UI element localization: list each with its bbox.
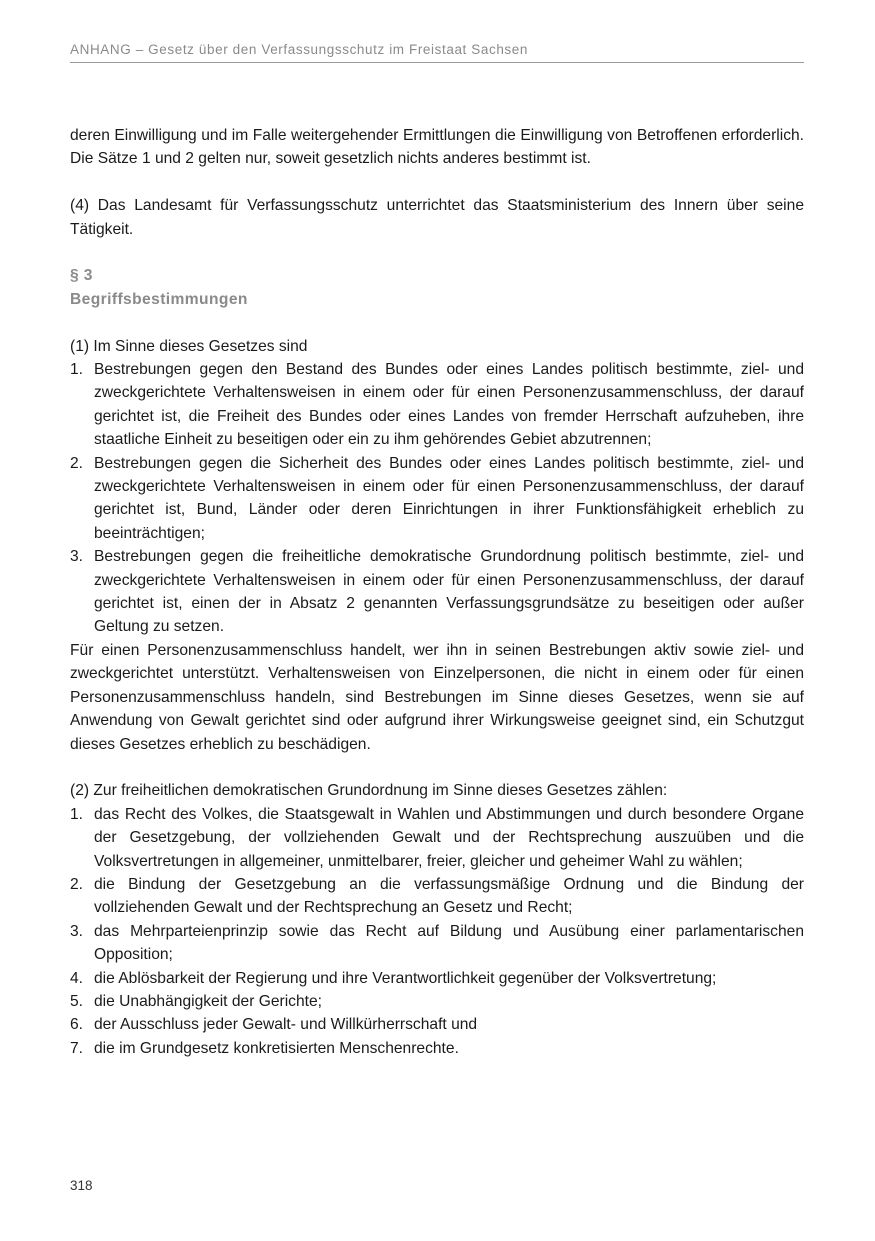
subsection-2-list [70,803,804,1060]
list-item-text: das Mehrparteienprinzip sowie das Recht auf Bildung und Ausübung einer parlamentarischen Opposition; [94,922,804,964]
list-item-text: die Unabhängigkeit der Gerichte; [94,992,322,1010]
list-item-number: 4. [70,969,84,987]
list-item-number: 1. [70,805,84,823]
section-number: § 3 [70,267,93,285]
paragraph-4: (4) Das Landesamt für Verfassungsschutz unterrichtet das Staatsministerium des Innern über seine Tätigkeit. [70,197,804,238]
list-item [70,545,804,639]
list-item-number: 5. [70,992,84,1010]
section-title: Begriffsbestimmungen [70,290,248,308]
list-item [70,452,804,546]
page-number: 318 [70,1178,93,1193]
list-item-text: Bestrebungen gegen die freiheitliche demokratische Grundordnung politisch bestimmte, ziel- und zweckgerichtete Verhaltensweisen in einem oder für einen Personenzusammenschluss, der darauf gerichtet ist, einen der in Absatz 2 genannten Verfassungsgrundsätze zu beseitigen oder außer Geltung zu setzen. [94,548,804,636]
list-item-text: die Bindung der Gesetzgebung an die verfassungsmäßige Ordnung und die Bindung der vollziehenden Gewalt und der Rechtsprechung an Gesetz und Recht; [94,875,804,917]
subsection-1-intro: (1) Im Sinne dieses Gesetzes sind [70,337,308,355]
page-body [70,124,804,1060]
list-item [70,873,804,920]
list-item-number: 6. [70,1016,84,1034]
list-item [70,1037,804,1060]
list-item [70,803,804,873]
list-item-text: die im Grundgesetz konkretisierten Menschenrechte. [94,1039,459,1057]
list-item [70,920,804,967]
continuation-paragraph: deren Einwilligung und im Falle weitergehender Ermittlungen die Einwilligung von Betroffenen erforderlich. Die Sätze 1 und 2 gelten nur, soweit gesetzlich nichts anderes bestimmt ist. [70,127,804,168]
list-item-text: der Ausschluss jeder Gewalt- und Willkürherrschaft und [94,1016,478,1034]
list-item [70,967,804,990]
list-item-number: 3. [70,548,84,566]
list-item-number: 2. [70,454,84,472]
subsection-1-list [70,358,804,639]
list-item-text: Bestrebungen gegen den Bestand des Bundes oder eines Landes politisch bestimmte, ziel- und zweckgerichtete Verhaltensweisen in einem oder für einen Personenzusammenschluss, der darauf gerichtet ist, die Freiheit des Bundes oder eines Landes von fremder Herrschaft aufzuheben, ihre staatliche Einheit zu beseitigen oder ein zu ihm gehörendes Gebiet abzutrennen; [94,361,804,449]
running-header: ANHANG – Gesetz über den Verfassungsschutz im Freistaat Sachsen [70,42,804,63]
subsection-2-intro: (2) Zur freiheitlichen demokratischen Grundordnung im Sinne dieses Gesetzes zählen: [70,782,668,800]
list-item [70,358,804,452]
list-item-number: 3. [70,922,84,940]
list-item-text: die Ablösbarkeit der Regierung und ihre Verantwortlichkeit gegenüber der Volksvertretung; [94,969,717,987]
list-item-number: 1. [70,361,84,379]
list-item-number: 7. [70,1039,84,1057]
list-item-text: Bestrebungen gegen die Sicherheit des Bundes oder eines Landes politisch bestimmte, ziel- und zweckgerichtete Verhaltensweisen in einem oder für einen Personenzusammenschluss, der darauf gerichtet ist, Bund, Länder oder deren Einrichtungen in ihrer Funktionsfähigkeit erheblich zu beeinträchtigen; [94,454,804,542]
subsection-1-closing: Für einen Personenzusammenschluss handelt, wer ihn in seinen Bestrebungen aktiv sowie ziel- und zweckgerichtet unterstützt. Verhaltensweisen von Einzelpersonen, die nicht in einem oder für einen Personenzusammenschluss handeln, sind Bestrebungen im Sinne dieses Gesetzes, wenn sie auf Anwendung von Gewalt gerichtet sind oder aufgrund ihrer Wirkungsweise geeignet sind, ein Schutzgut dieses Gesetzes erheblich zu beschädigen. [70,641,804,753]
list-item-number: 2. [70,875,84,893]
list-item [70,990,804,1013]
list-item [70,1013,804,1036]
list-item-text: das Recht des Volkes, die Staatsgewalt in Wahlen und Abstimmungen und durch besondere Organe der Gesetzgebung, der vollziehenden Gewalt und der Rechtsprechung auszuüben und die Volksvertretungen in allgemeiner, unmittelbarer, freier, gleicher und geheimer Wahl zu wählen; [94,805,804,870]
